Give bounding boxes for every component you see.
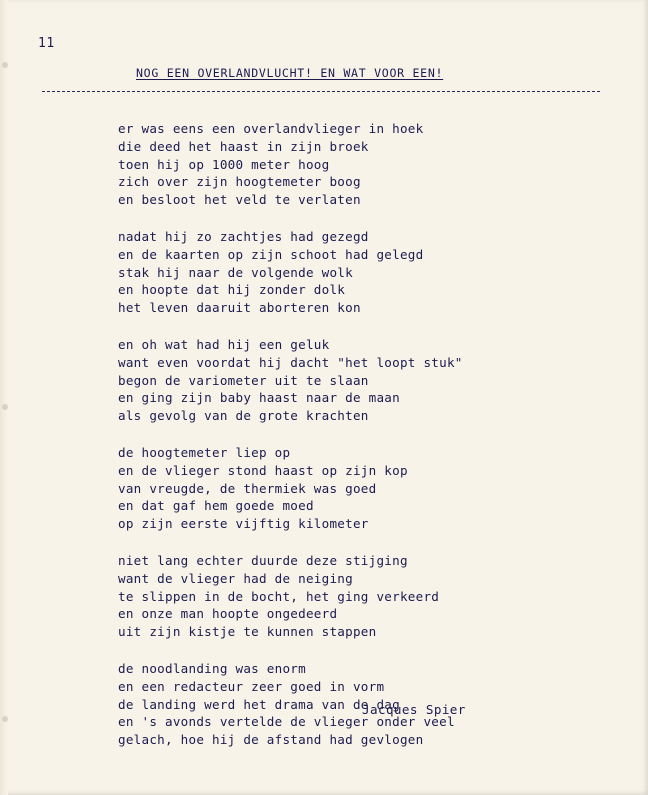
stanza [118, 228, 558, 317]
page-title: NOG EEN OVERLANDVLUCHT! EN WAT VOOR EEN! [136, 66, 444, 80]
poem-line: begon de variometer uit te slaan [118, 372, 369, 388]
stanza [118, 444, 558, 533]
author-signature: Jacques Spier [362, 702, 466, 717]
poem-line: zich over zijn hoogtemeter boog [118, 174, 361, 190]
binder-hole [2, 404, 8, 410]
poem-line: en een redacteur zeer goed in vorm [118, 678, 385, 694]
poem-line: en hoopte dat hij zonder dolk [118, 282, 346, 298]
poem-line: stak hij naar de volgende wolk [118, 264, 353, 280]
poem-line: als gevolg van de grote krachten [118, 408, 369, 424]
poem-line: want de vlieger had de neiging [118, 570, 353, 586]
stanza [118, 552, 558, 641]
stanza [118, 660, 558, 749]
poem-line: van vreugde, de thermiek was goed [118, 480, 377, 496]
binder-hole [2, 62, 8, 68]
poem-line: de hoogtemeter liep op [118, 444, 291, 460]
title-divider [42, 91, 600, 92]
poem-line: die deed het haast in zijn broek [118, 138, 369, 154]
poem-line: de landing werd het drama van de dag [118, 696, 400, 712]
stanza [118, 336, 558, 425]
poem-line: en dat gaf hem goede moed [118, 498, 314, 514]
poem-line: en de kaarten op zijn schoot had gelegd [118, 246, 424, 262]
poem-line: uit zijn kistje te kunnen stappen [118, 624, 377, 640]
poem-line: en ging zijn baby haast naar de maan [118, 390, 400, 406]
poem-line: er was eens een overlandvlieger in hoek [118, 121, 424, 136]
poem-line: op zijn eerste vijftig kilometer [118, 516, 369, 532]
poem-line: te slippen in de bocht, het ging verkeerd [118, 588, 440, 604]
binder-hole [2, 716, 8, 722]
page-edge [0, 0, 8, 795]
poem-line: de noodlanding was enorm [118, 660, 306, 676]
page-number: 11 [38, 36, 55, 51]
stanza [118, 120, 558, 209]
poem-line: nadat hij zo zachtjes had gezegd [118, 228, 369, 244]
poem-line: en besloot het veld te verlaten [118, 192, 361, 208]
poem-line: en de vlieger stond haast op zijn kop [118, 462, 408, 478]
poem-line: want even voordat hij dacht "het loopt stuk" [118, 354, 463, 370]
poem-line: het leven daaruit aborteren kon [118, 300, 361, 316]
poem-line: niet lang echter duurde deze stijging [118, 552, 408, 568]
poem-line: gelach, hoe hij de afstand had gevlogen [118, 732, 424, 748]
poem-line: en onze man hoopte ongedeerd [118, 606, 338, 622]
poem [118, 120, 558, 768]
poem-line: en oh wat had hij een geluk [118, 336, 330, 352]
poem-line: toen hij op 1000 meter hoog [118, 156, 330, 172]
poem-line: en 's avonds vertelde de vlieger onder veel [118, 714, 455, 730]
